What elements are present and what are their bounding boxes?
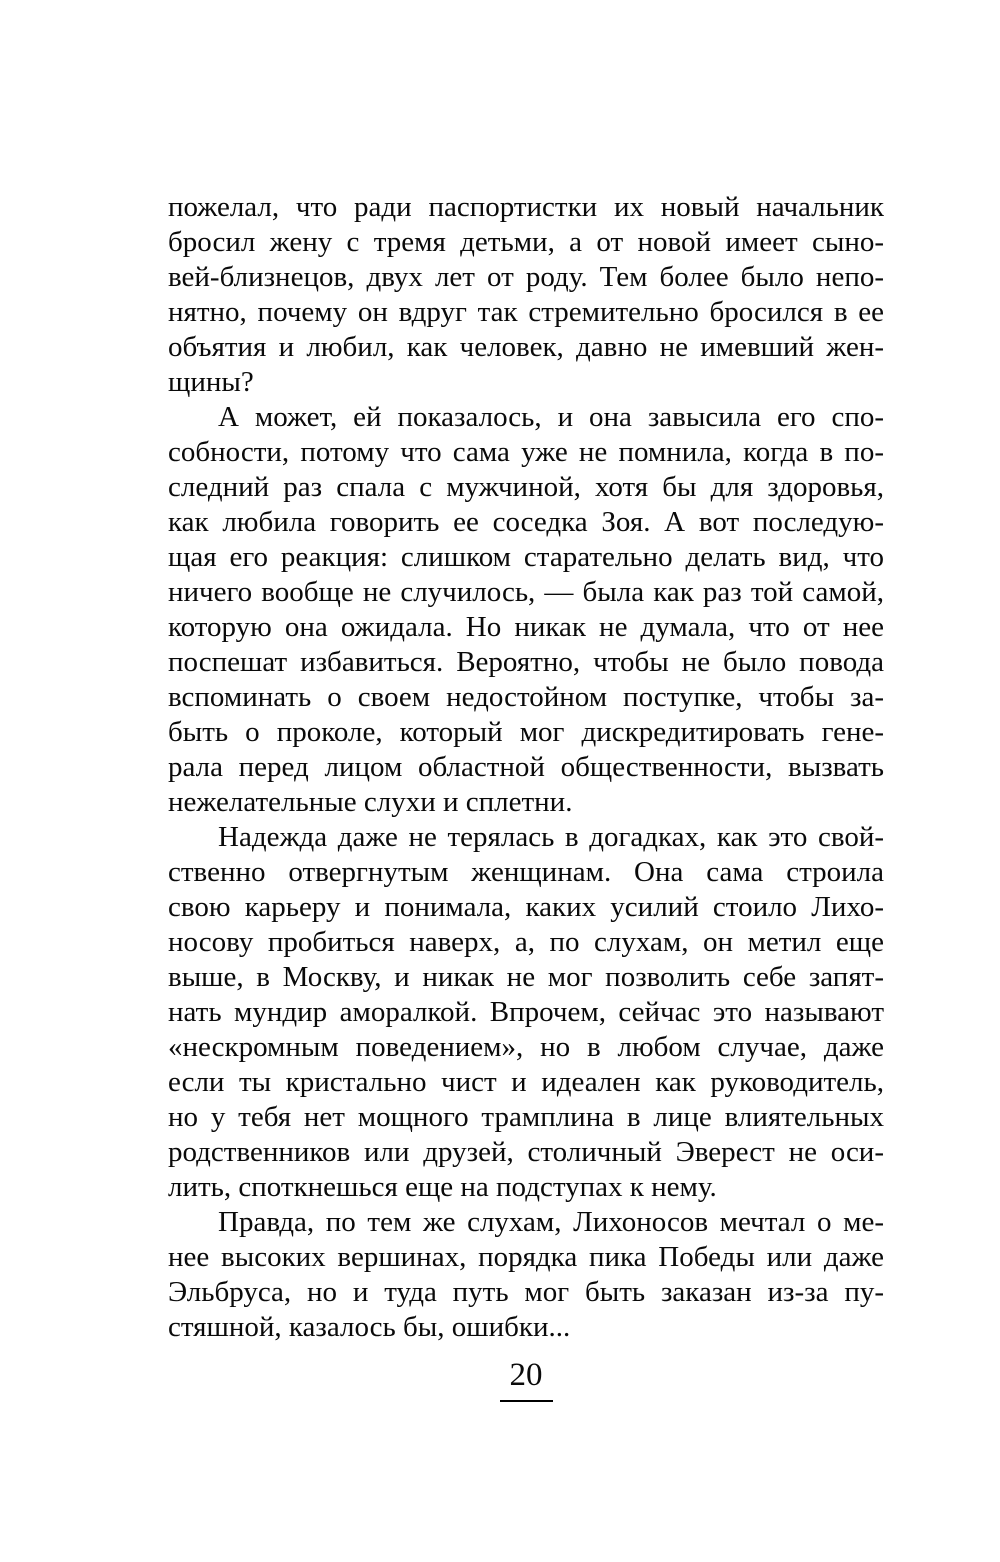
text-line: собности, потому что сама уже не помнила, когда в по- [168, 436, 884, 468]
text-line: вспоминать о своем недостойном поступке, чтобы за- [168, 681, 884, 713]
text-line: нежелательные слухи и сплетни. [168, 786, 573, 818]
text-line: пожелал, что ради паспортистки их новый начальник [168, 191, 884, 223]
text-line: нее высоких вершинах, порядка пика Победы или даже [168, 1241, 884, 1273]
paragraph [168, 190, 884, 400]
page-footer [168, 1356, 884, 1402]
paragraph [168, 400, 884, 820]
text-line: если ты кристально чист и идеален как руководитель, [168, 1066, 884, 1098]
text-line: родственников или друзей, столичный Эверест не оси- [168, 1136, 884, 1168]
text-line: А может, ей показалось, и она завысила его спо- [218, 401, 884, 433]
text-line: Эльбруса, но и туда путь мог быть заказан из-за пу- [168, 1276, 884, 1308]
text-line: щая его реакция: слишком старательно делать вид, что [168, 541, 884, 573]
text-line: нятно, почему он вдруг так стремительно бросился в ее [168, 296, 884, 328]
text-line: стяшной, казалось бы, ошибки... [168, 1311, 571, 1343]
text-line: выше, в Москву, и никак не мог позволить себе запят- [168, 961, 884, 993]
text-line: как любила говорить ее соседка Зоя. А вот последую- [168, 506, 884, 538]
text-line: Надежда даже не терялась в догадках, как это свой- [218, 821, 884, 853]
text-line: лить, споткнешься еще на подступах к нему. [168, 1171, 717, 1203]
text-line: нать мундир аморалкой. Впрочем, сейчас это называют [168, 996, 884, 1028]
text-line: быть о проколе, который мог дискредитировать гене- [168, 716, 884, 748]
text-line: ственно отвергнутым женщинам. Она сама строила [168, 856, 884, 888]
text-line: рала перед лицом областной общественности, вызвать [168, 751, 884, 783]
paragraph [168, 820, 884, 1205]
text-line: бросил жену с тремя детьми, а от новой имеет сыно- [168, 226, 884, 258]
text-line: Правда, по тем же слухам, Лихоносов мечтал о ме- [218, 1206, 884, 1238]
page-number: 20 [500, 1356, 553, 1402]
text-line: объятия и любил, как человек, давно не имевший жен- [168, 331, 884, 363]
paragraph [168, 1205, 884, 1345]
text-line: поспешат избавиться. Вероятно, чтобы не было повода [168, 646, 884, 678]
text-line: которую она ожидала. Но никак не думала, что от нее [168, 611, 884, 643]
text-block [168, 190, 884, 1345]
text-line: свою карьеру и понимала, каких усилий стоило Лихо- [168, 891, 884, 923]
text-line: следний раз спала с мужчиной, хотя бы для здоровья, [168, 471, 884, 503]
text-line: но у тебя нет мощного трамплина в лице влиятельных [168, 1101, 884, 1133]
text-line: вей-близнецов, двух лет от роду. Тем более было непо- [168, 261, 884, 293]
text-line: щины? [168, 366, 254, 398]
text-line: «нескромным поведением», но в любом случае, даже [168, 1031, 884, 1063]
text-line: носову пробиться наверх, а, по слухам, он метил еще [168, 926, 884, 958]
text-line: ничего вообще не случилось, — была как раз той самой, [168, 576, 884, 608]
